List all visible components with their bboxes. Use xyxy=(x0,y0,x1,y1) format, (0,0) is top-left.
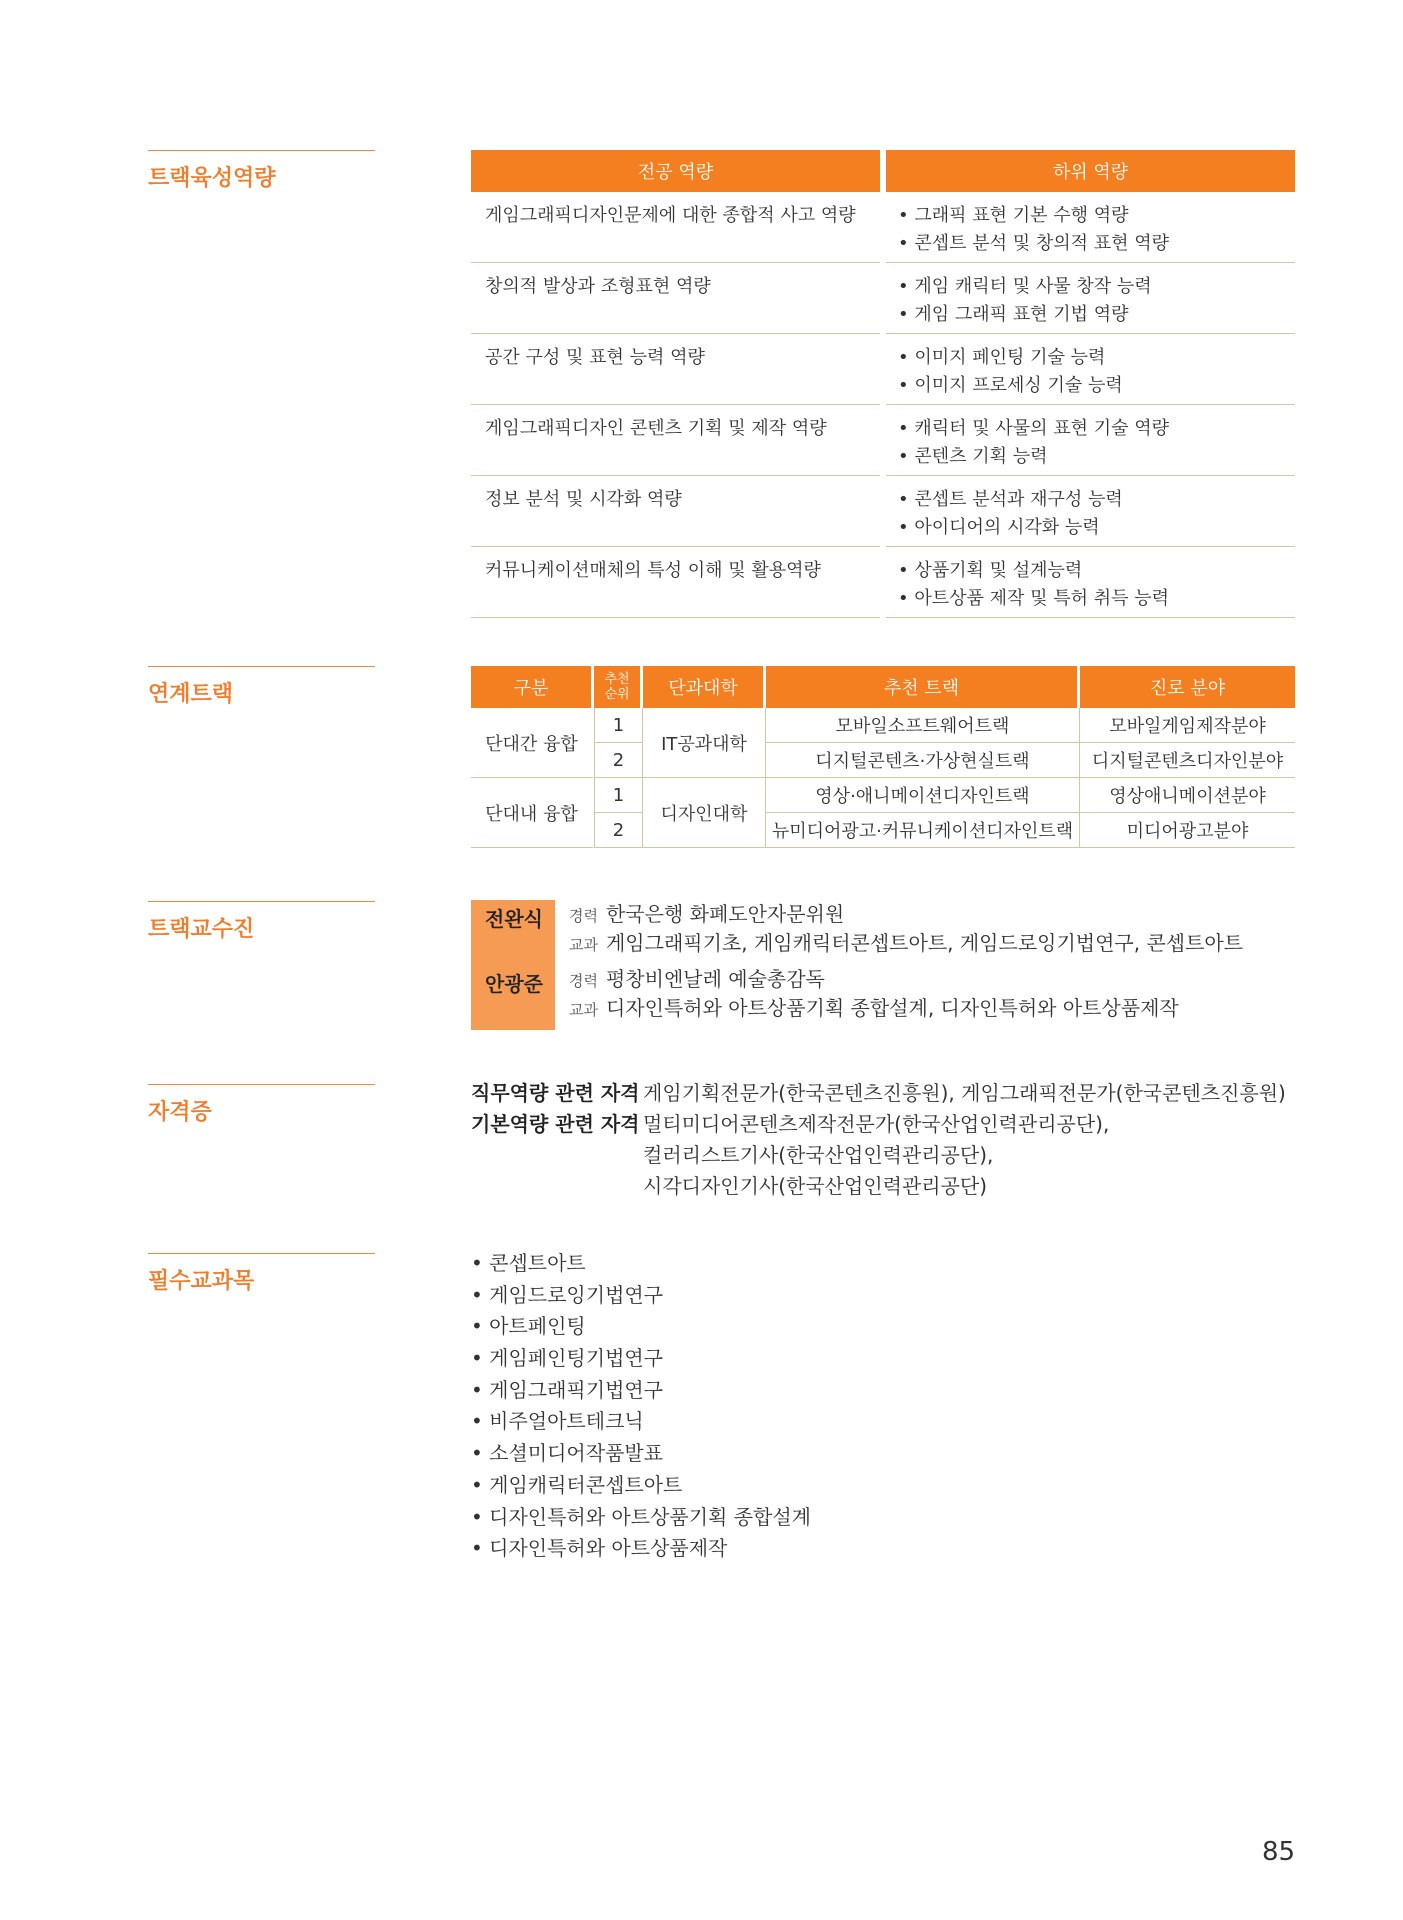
track-cell: 모바일소프트웨어트랙 xyxy=(766,708,1080,743)
career-cell: 영상애니메이션분야 xyxy=(1080,778,1295,813)
career-tag: 경력 xyxy=(569,907,598,925)
header-major-competency: 전공 역량 xyxy=(471,150,880,192)
career-cell: 모바일게임제작분야 xyxy=(1080,708,1295,743)
linked-track-table xyxy=(471,666,1295,848)
page-number: 85 xyxy=(1262,1837,1296,1867)
sub-competency-cell xyxy=(886,192,1295,263)
faculty-course-line xyxy=(569,994,1243,1023)
sub-item: • 캐릭터 및 사물의 표현 기술 역량 xyxy=(898,418,1169,439)
sub-item: • 콘텐츠 기획 능력 xyxy=(898,446,1048,467)
track-cell: 디지털콘텐츠·가상현실트랙 xyxy=(766,743,1080,778)
major-competency-cell: 게임그래픽디자인 콘텐츠 기획 및 제작 역량 xyxy=(471,405,880,476)
competency-table xyxy=(471,150,1295,618)
sub-item: • 이미지 프로세싱 기술 능력 xyxy=(898,375,1123,396)
faculty-name: 전완식 xyxy=(485,907,543,931)
faculty-block xyxy=(471,900,1295,1030)
table-row xyxy=(471,547,1295,618)
list-item: • 디자인특허와 아트상품제작 xyxy=(471,1533,1295,1565)
cert-basic-item: 멀티미디어콘텐츠제작전문가(한국산업인력관리공단), xyxy=(643,1112,1110,1136)
section-label-certificate: 자격증 xyxy=(148,1084,375,1126)
header-college: 단과대학 xyxy=(643,666,766,708)
header-sub-competency: 하위 역량 xyxy=(886,150,1295,192)
rank-cell: 2 xyxy=(594,743,643,778)
required-courses-block xyxy=(471,1248,1295,1565)
sub-item: • 상품기획 및 설계능력 xyxy=(898,560,1083,581)
faculty-career-line xyxy=(569,965,1243,994)
sub-item: • 아트상품 제작 및 특허 취득 능력 xyxy=(898,588,1169,609)
list-item: • 비주얼아트테크닉 xyxy=(471,1406,1295,1438)
sub-item: • 게임 그래픽 표현 기법 역량 xyxy=(898,304,1129,325)
sub-item: • 콘셉트 분석 및 창의적 표현 역량 xyxy=(898,233,1169,254)
cert-job-value: 게임기획전문가(한국콘텐츠진흥원), 게임그래픽전문가(한국콘텐츠진흥원) xyxy=(643,1081,1286,1105)
college-cell: 디자인대학 xyxy=(643,778,766,848)
track-cell: 뉴미디어광고·커뮤니케이션디자인트랙 xyxy=(766,813,1080,848)
section-label-faculty: 트랙교수진 xyxy=(148,901,375,943)
rank-cell: 2 xyxy=(594,813,643,848)
list-item: • 아트페인팅 xyxy=(471,1311,1295,1343)
header-type: 구분 xyxy=(471,666,594,708)
faculty-career-line xyxy=(569,900,1243,929)
career-tag: 경력 xyxy=(569,972,598,990)
table-row xyxy=(471,192,1295,263)
sub-item: • 그래픽 표현 기본 수행 역량 xyxy=(898,205,1129,226)
section-label-linked-track: 연계트랙 xyxy=(148,666,375,708)
track-cell: 영상·애니메이션디자인트랙 xyxy=(766,778,1080,813)
course-tag: 교과 xyxy=(569,1001,598,1019)
list-item: • 콘셉트아트 xyxy=(471,1248,1295,1280)
course-tag: 교과 xyxy=(569,936,598,954)
section-label-required-courses: 필수교과목 xyxy=(148,1253,375,1295)
list-item: • 게임캐릭터콘셉트아트 xyxy=(471,1470,1295,1502)
career-text: 평창비엔날레 예술총감독 xyxy=(605,967,825,991)
table-row xyxy=(471,263,1295,334)
cert-basic-values xyxy=(643,1109,1109,1202)
table-row xyxy=(471,708,1295,743)
type-cell: 단대간 융합 xyxy=(471,708,594,778)
header-rank xyxy=(594,666,643,708)
sub-item: • 이미지 페인팅 기술 능력 xyxy=(898,347,1106,368)
header-track: 추천 트랙 xyxy=(766,666,1080,708)
linked-track-table-wrap xyxy=(471,666,1295,848)
cert-basic-item: 시각디자인기사(한국산업인력관리공단) xyxy=(643,1174,988,1198)
career-text: 한국은행 화폐도안자문위원 xyxy=(605,902,845,926)
table-row xyxy=(471,743,1295,778)
faculty-name-column xyxy=(471,900,555,1030)
list-item: • 게임페인팅기법연구 xyxy=(471,1343,1295,1375)
rank-cell: 1 xyxy=(594,778,643,813)
cert-basic-item: 컬러리스트기사(한국산업인력관리공단), xyxy=(643,1143,994,1167)
table-row xyxy=(471,334,1295,405)
sub-competency-cell xyxy=(886,476,1295,547)
table-row xyxy=(471,405,1295,476)
sub-competency-cell xyxy=(886,547,1295,618)
table-row xyxy=(471,476,1295,547)
major-competency-cell: 공간 구성 및 표현 능력 역량 xyxy=(471,334,880,405)
college-cell: IT공과대학 xyxy=(643,708,766,778)
header-rank-line2: 순위 xyxy=(604,687,630,702)
sub-competency-cell xyxy=(886,263,1295,334)
cert-job-row xyxy=(471,1078,1295,1109)
career-cell: 디지털콘텐츠디자인분야 xyxy=(1080,743,1295,778)
sub-item: • 게임 캐릭터 및 사물 창작 능력 xyxy=(898,276,1152,297)
cert-basic-label: 기본역량 관련 자격 xyxy=(471,1112,640,1136)
certificate-block xyxy=(471,1078,1295,1202)
table-row xyxy=(471,813,1295,848)
list-item: • 디자인특허와 아트상품기획 종합설계 xyxy=(471,1502,1295,1534)
competency-table-wrap xyxy=(471,150,1295,618)
rank-cell: 1 xyxy=(594,708,643,743)
major-competency-cell: 게임그래픽디자인문제에 대한 종합적 사고 역량 xyxy=(471,192,880,263)
section-label-competency: 트랙육성역량 xyxy=(148,150,375,192)
faculty-course-line xyxy=(569,929,1243,958)
cert-basic-row xyxy=(471,1109,1295,1202)
type-cell: 단대내 융합 xyxy=(471,778,594,848)
major-competency-cell: 정보 분석 및 시각화 역량 xyxy=(471,476,880,547)
major-competency-cell: 창의적 발상과 조형표현 역량 xyxy=(471,263,880,334)
sub-competency-cell xyxy=(886,405,1295,476)
sub-item: • 아이디어의 시각화 능력 xyxy=(898,517,1100,538)
cert-job-label: 직무역량 관련 자격 xyxy=(471,1081,640,1105)
sub-competency-cell xyxy=(886,334,1295,405)
list-item: • 게임그래픽기법연구 xyxy=(471,1375,1295,1407)
sub-item: • 콘셉트 분석과 재구성 능력 xyxy=(898,489,1123,510)
list-item: • 소셜미디어작품발표 xyxy=(471,1438,1295,1470)
table-row xyxy=(471,778,1295,813)
header-career: 진로 분야 xyxy=(1080,666,1295,708)
faculty-details xyxy=(555,900,1243,1030)
career-cell: 미디어광고분야 xyxy=(1080,813,1295,848)
course-text: 디자인특허와 아트상품기획 종합설계, 디자인특허와 아트상품제작 xyxy=(605,996,1179,1020)
major-competency-cell: 커뮤니케이션매체의 특성 이해 및 활용역량 xyxy=(471,547,880,618)
header-rank-line1: 추천 xyxy=(604,672,630,687)
faculty-name: 안광준 xyxy=(485,972,543,996)
course-text: 게임그래픽기초, 게임캐릭터콘셉트아트, 게임드로잉기법연구, 콘셉트아트 xyxy=(605,931,1244,955)
required-course-list xyxy=(471,1248,1295,1565)
list-item: • 게임드로잉기법연구 xyxy=(471,1280,1295,1312)
